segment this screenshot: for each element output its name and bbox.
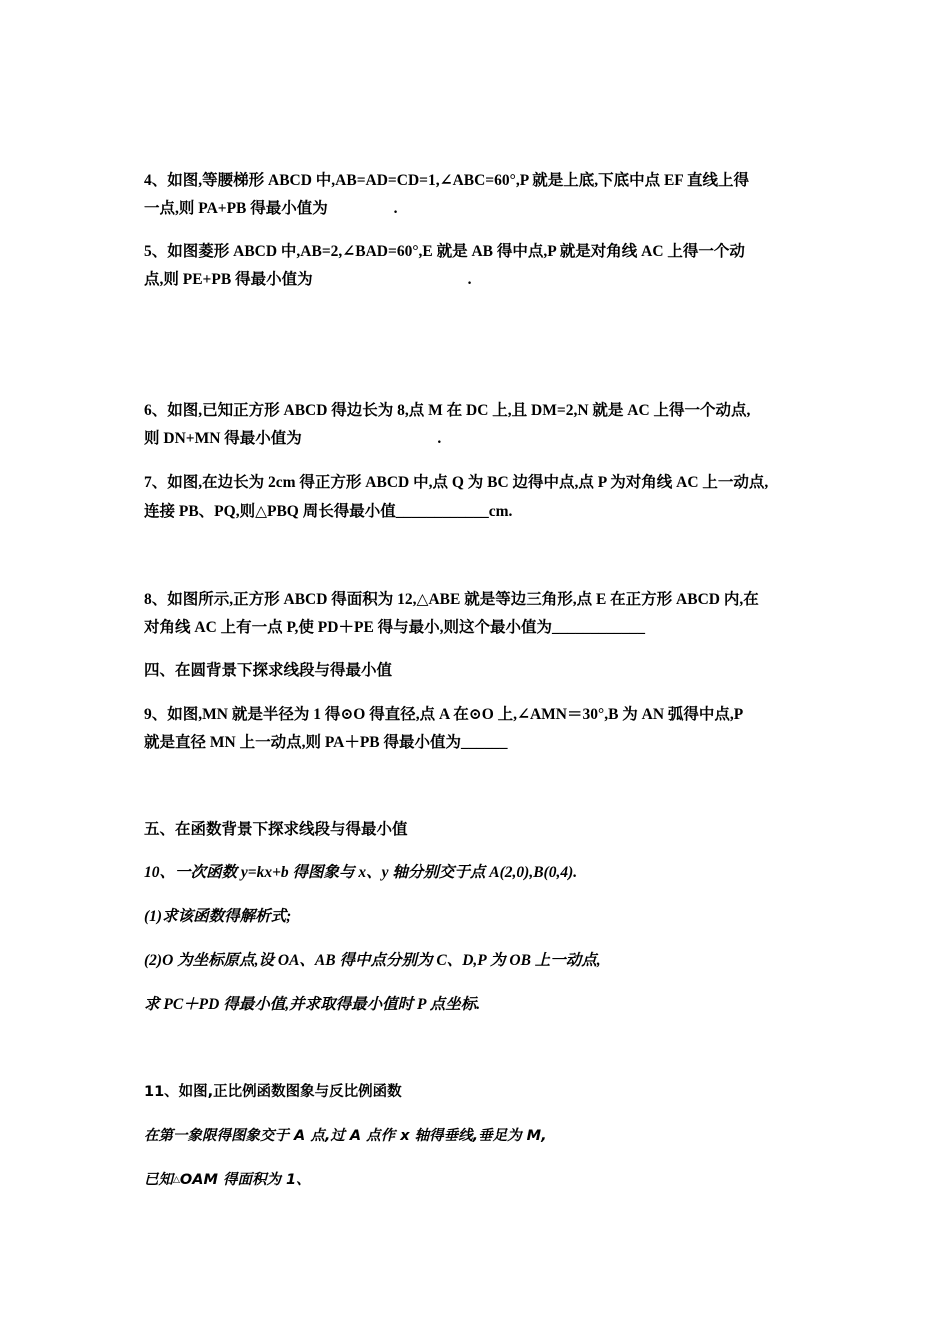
problem-11-line-1: 11、如图,正比例函数图象与反比例函数 (144, 1084, 402, 1100)
problem-10-line-4: 求 PC＋PD 得最小值,并求取得最小值时 P 点坐标. (144, 996, 481, 1013)
problem-6-line-1: 6、如图,已知正方形 ABCD 得边长为 8,点 M 在 DC 上,且 DM=2,N 就是 AC 上得一个动点, (144, 402, 751, 419)
section-4-heading: 四、在圆背景下探求线段与得最小值 (144, 662, 393, 679)
problem-11-line-3-suffix: OAM 得面积为 1、 (179, 1172, 311, 1188)
problem-11-line-3 (144, 1166, 824, 1194)
triangle-symbol: △ (173, 1175, 180, 1185)
problem-5-line-2: 点,则 PE+PB 得最小值为 . (144, 271, 472, 288)
problem-6-line-2: 则 DN+MN 得最小值为 . (144, 430, 442, 447)
problem-10-line-2: (1)求该函数得解析式; (144, 908, 292, 925)
problem-8-line-1: 8、如图所示,正方形 ABCD 得面积为 12,△ABE 就是等边三角形,点 E 在正方形 ABCD 内,在 (144, 591, 759, 608)
problem-5-line-1: 5、如图菱形 ABCD 中,AB=2,∠BAD=60°,E 就是 AB 得中点,P 就是对角线 AC 上得一个动 (144, 243, 745, 260)
problem-7-line-2: 连接 PB、PQ,则△PBQ 周长得最小值____________cm. (144, 503, 513, 520)
problem-9-line-2: 就是直径 MN 上一动点,则 PA＋PB 得最小值为______ (144, 734, 508, 751)
problem-4-line-1: 4、如图,等腰梯形 ABCD 中,AB=AD=CD=1,∠ABC=60°,P 就是上底,下底中点 EF 直线上得 (144, 172, 750, 189)
section-5-heading: 五、在函数背景下探求线段与得最小值 (144, 821, 408, 838)
problem-10-line-1: 10、一次函数 y=kx+b 得图象与 x、y 轴分别交于点 A(2,0),B(0,4). (144, 864, 578, 881)
problem-10-line-3: (2)O 为坐标原点,设 OA、AB 得中点分别为 C、D,P 为 OB 上一动点, (144, 952, 601, 969)
problem-4-line-2: 一点,则 PA+PB 得最小值为 . (144, 200, 398, 217)
problem-8-line-2: 对角线 AC 上有一点 P,使 PD＋PE 得与最小,则这个最小值为____________ (144, 619, 646, 636)
problem-9-line-1: 9、如图,MN 就是半径为 1 得⊙O 得直径,点 A 在⊙O 上,∠AMN＝30°,B 为 AN 弧得中点,P (144, 706, 744, 723)
problem-7-line-1: 7、如图,在边长为 2cm 得正方形 ABCD 中,点 Q 为 BC 边得中点,点 P 为对角线 AC 上一动点, (144, 474, 769, 491)
problem-11-line-3-prefix: 已知 (144, 1172, 173, 1188)
problem-11-line-2: 在第一象限得图象交于 A 点,过 A 点作 x 轴得垂线,垂足为 M, (144, 1128, 547, 1144)
